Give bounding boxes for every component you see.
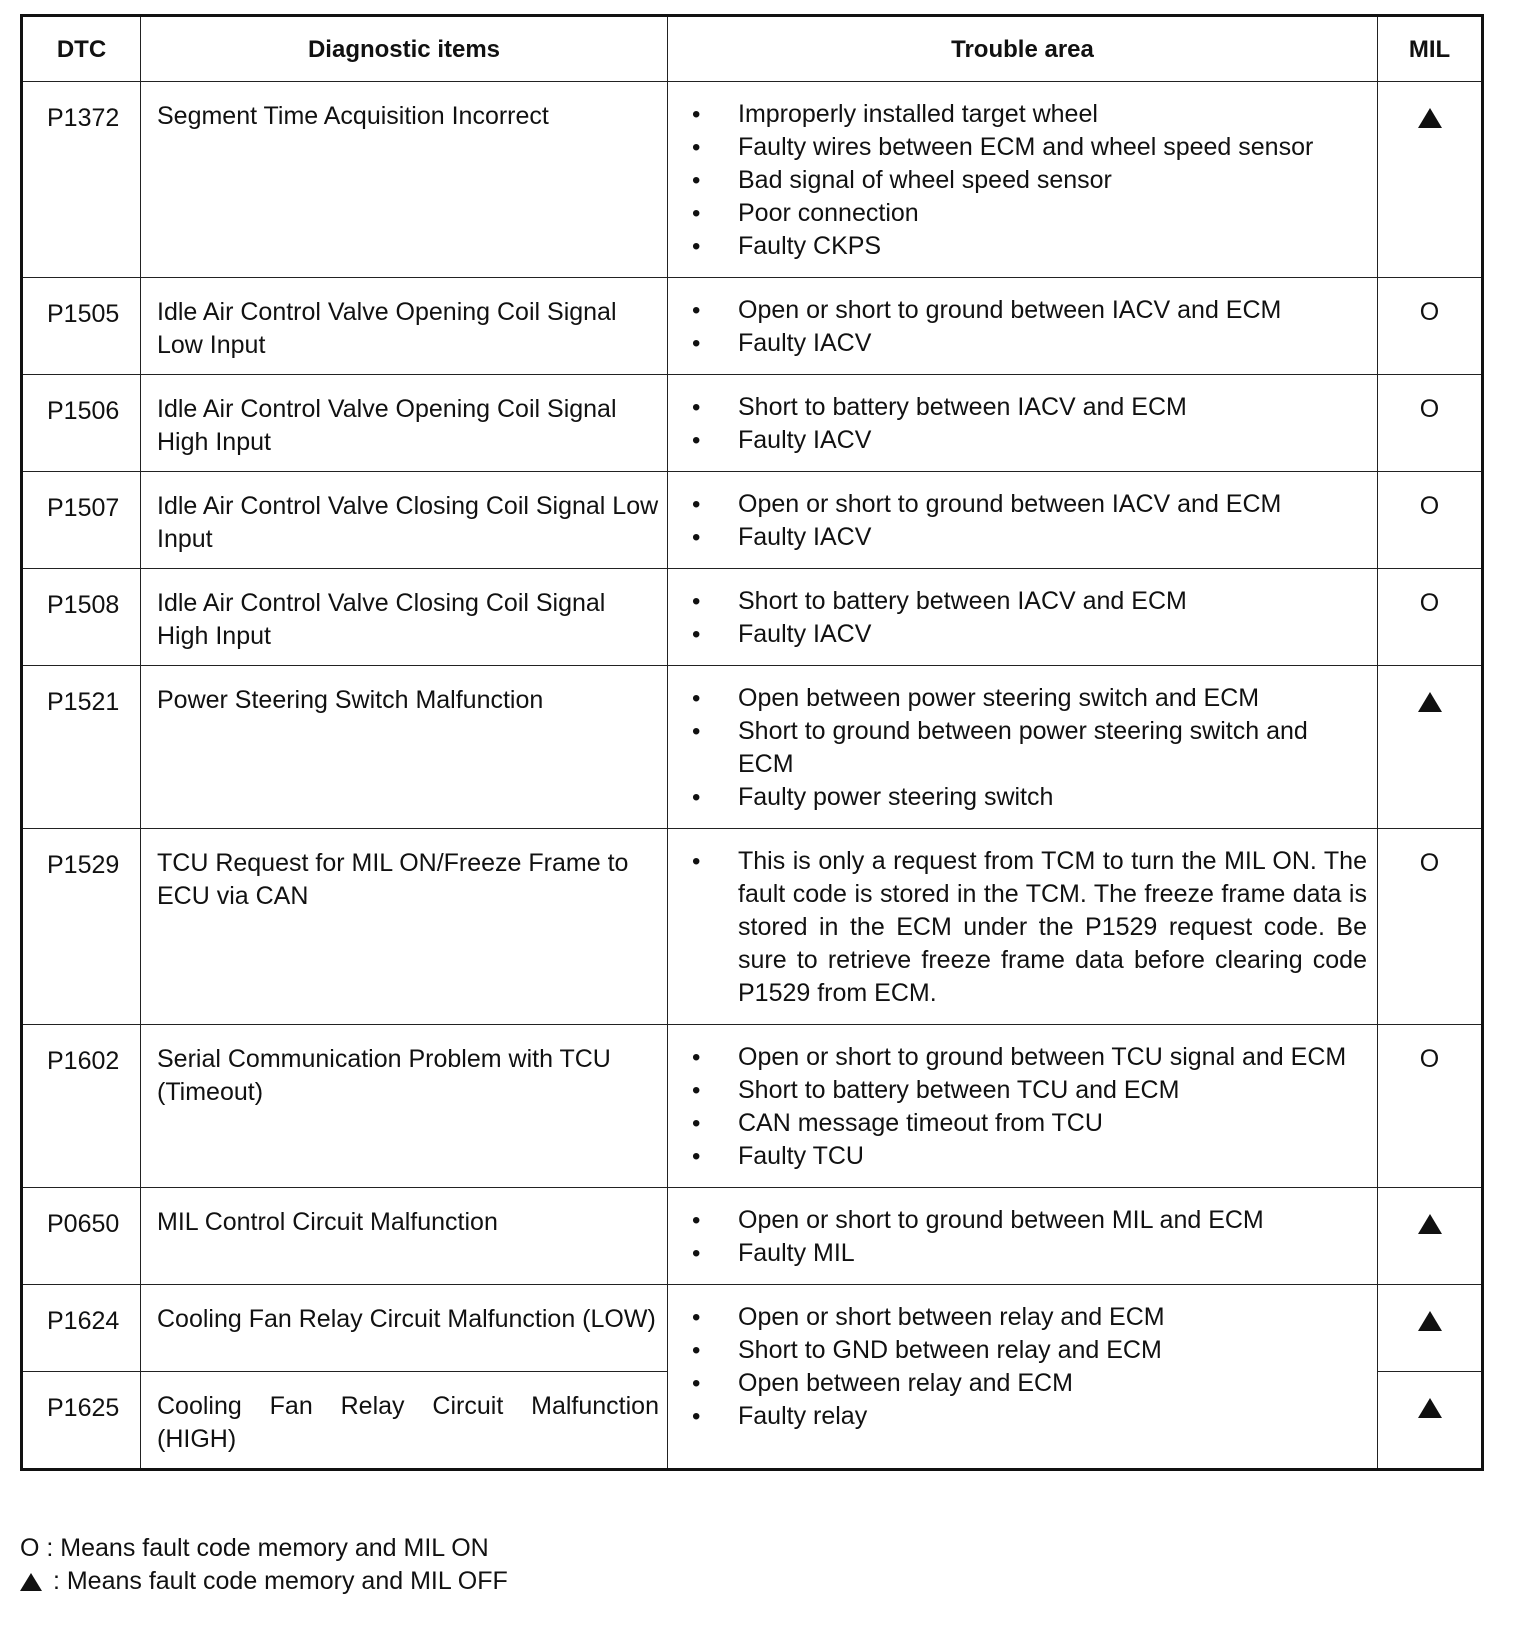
header-trouble-area: Trouble area xyxy=(668,16,1378,82)
table-row xyxy=(22,569,1483,666)
legend-mil-on xyxy=(20,1532,508,1565)
trouble-area-bullet: • Improperly installed target wheel xyxy=(686,98,1367,131)
trouble-area-bullet: • Short to GND between relay and ECM xyxy=(686,1334,1367,1367)
triangle-icon xyxy=(1418,1214,1442,1234)
dtc-table xyxy=(20,14,1484,1471)
triangle-icon xyxy=(1418,692,1442,712)
trouble-area-bullet: • Faulty MIL xyxy=(686,1237,1367,1270)
diagnostic-item: Idle Air Control Valve Opening Coil Signal Low Input xyxy=(141,278,668,375)
diagnostic-item: TCU Request for MIL ON/Freeze Frame to ECU via CAN xyxy=(141,829,668,1025)
dtc-code: P1505 xyxy=(22,278,141,375)
mil-cell xyxy=(1378,666,1483,829)
diagnostic-item: Idle Air Control Valve Closing Coil Signal Low Input xyxy=(141,472,668,569)
triangle-icon xyxy=(1418,108,1442,128)
mil-on-symbol: O xyxy=(1419,589,1440,617)
table-row xyxy=(22,82,1483,278)
mil-on-symbol: O xyxy=(1419,849,1440,877)
table-row xyxy=(22,1188,1483,1285)
diagnostic-item: Idle Air Control Valve Closing Coil Signal High Input xyxy=(141,569,668,666)
mil-on-symbol: O xyxy=(1419,492,1440,520)
mil-cell xyxy=(1378,1025,1483,1188)
trouble-area-bullet: • Faulty relay xyxy=(686,1400,1367,1433)
mil-cell xyxy=(1378,1188,1483,1285)
dtc-code: P1507 xyxy=(22,472,141,569)
mil-cell xyxy=(1378,278,1483,375)
trouble-area-bullet: • Open or short to ground between IACV and ECM xyxy=(686,488,1367,521)
mil-on-symbol: O xyxy=(1419,298,1440,326)
table-row xyxy=(22,666,1483,829)
diagnostic-item: Serial Communication Problem with TCU (Timeout) xyxy=(141,1025,668,1188)
trouble-area xyxy=(668,569,1378,666)
mil-cell xyxy=(1378,1285,1483,1372)
header-dtc: DTC xyxy=(22,16,141,82)
header-row xyxy=(22,16,1483,82)
table-row xyxy=(22,472,1483,569)
trouble-area-bullet: • Faulty TCU xyxy=(686,1140,1367,1173)
trouble-area-bullet: • Short to ground between power steering switch and ECM xyxy=(686,715,1367,781)
trouble-area xyxy=(668,666,1378,829)
trouble-area-bullet: • Faulty IACV xyxy=(686,618,1367,651)
mil-on-symbol: O xyxy=(1419,1045,1440,1073)
trouble-area-bullet: • Open or short between relay and ECM xyxy=(686,1301,1367,1334)
dtc-code: P1625 xyxy=(22,1372,141,1470)
triangle-icon xyxy=(1418,1398,1442,1418)
trouble-area xyxy=(668,829,1378,1025)
trouble-area-bullet: • Short to battery between IACV and ECM xyxy=(686,585,1367,618)
dtc-code: P1372 xyxy=(22,82,141,278)
mil-cell xyxy=(1378,82,1483,278)
trouble-area-bullet: • Faulty IACV xyxy=(686,521,1367,554)
triangle-icon xyxy=(20,1573,42,1591)
diagnostic-item: MIL Control Circuit Malfunction xyxy=(141,1188,668,1285)
table-row xyxy=(22,829,1483,1025)
mil-cell xyxy=(1378,375,1483,472)
trouble-area-bullet: • Open between power steering switch and ECM xyxy=(686,682,1367,715)
trouble-area xyxy=(668,278,1378,375)
legend-mil-on-text: : Means fault code memory and MIL ON xyxy=(46,1534,489,1562)
trouble-area-bullet: • This is only a request from TCM to turn the MIL ON. The fault code is stored in the TCM. The freeze frame data is stored in the ECM under the P1529 request code. Be sure to retrieve freeze frame data before clearing code P1529 from ECM. xyxy=(686,845,1367,1010)
trouble-area xyxy=(668,1285,1378,1470)
legend-mil-off xyxy=(20,1565,508,1598)
trouble-area-bullet: • Short to battery between IACV and ECM xyxy=(686,391,1367,424)
mil-cell xyxy=(1378,829,1483,1025)
trouble-area-bullet: • Poor connection xyxy=(686,197,1367,230)
trouble-area xyxy=(668,82,1378,278)
table-row xyxy=(22,375,1483,472)
trouble-area-bullet: • Faulty wires between ECM and wheel speed sensor xyxy=(686,131,1367,164)
table-row xyxy=(22,278,1483,375)
triangle-icon xyxy=(1418,1311,1442,1331)
trouble-area xyxy=(668,1188,1378,1285)
mil-cell xyxy=(1378,569,1483,666)
trouble-area-bullet: • Open or short to ground between TCU signal and ECM xyxy=(686,1041,1367,1074)
dtc-code: P0650 xyxy=(22,1188,141,1285)
table-row xyxy=(22,1025,1483,1188)
dtc-code: P1506 xyxy=(22,375,141,472)
header-mil: MIL xyxy=(1378,16,1483,82)
trouble-area-bullet: • Bad signal of wheel speed sensor xyxy=(686,164,1367,197)
trouble-area-bullet: • Faulty IACV xyxy=(686,327,1367,360)
trouble-area-bullet: • Faulty CKPS xyxy=(686,230,1367,263)
trouble-area-bullet: • Open between relay and ECM xyxy=(686,1367,1367,1400)
trouble-area-bullet: • CAN message timeout from TCU xyxy=(686,1107,1367,1140)
dtc-code: P1521 xyxy=(22,666,141,829)
mil-cell xyxy=(1378,472,1483,569)
diagnostic-item: Cooling Fan Relay Circuit Malfunction (HIGH) xyxy=(141,1372,668,1470)
trouble-area-bullet: • Open or short to ground between MIL and ECM xyxy=(686,1204,1367,1237)
trouble-area xyxy=(668,1025,1378,1188)
legend-mil-off-text: : Means fault code memory and MIL OFF xyxy=(52,1567,508,1595)
diagnostic-item: Segment Time Acquisition Incorrect xyxy=(141,82,668,278)
trouble-area-bullet: • Short to battery between TCU and ECM xyxy=(686,1074,1367,1107)
diagnostic-item: Cooling Fan Relay Circuit Malfunction (LOW) xyxy=(141,1285,668,1372)
circle-symbol: O xyxy=(20,1534,40,1562)
trouble-area xyxy=(668,375,1378,472)
diagnostic-item: Power Steering Switch Malfunction xyxy=(141,666,668,829)
legend xyxy=(20,1532,508,1598)
header-diagnostic-items: Diagnostic items xyxy=(141,16,668,82)
table-row xyxy=(22,1285,1483,1372)
dtc-code: P1529 xyxy=(22,829,141,1025)
mil-cell xyxy=(1378,1372,1483,1470)
diagnostic-item: Idle Air Control Valve Opening Coil Signal High Input xyxy=(141,375,668,472)
dtc-code: P1602 xyxy=(22,1025,141,1188)
trouble-area-bullet: • Faulty IACV xyxy=(686,424,1367,457)
trouble-area-bullet: • Faulty power steering switch xyxy=(686,781,1367,814)
trouble-area xyxy=(668,472,1378,569)
dtc-code: P1624 xyxy=(22,1285,141,1372)
mil-on-symbol: O xyxy=(1419,395,1440,423)
dtc-code: P1508 xyxy=(22,569,141,666)
trouble-area-bullet: • Open or short to ground between IACV and ECM xyxy=(686,294,1367,327)
